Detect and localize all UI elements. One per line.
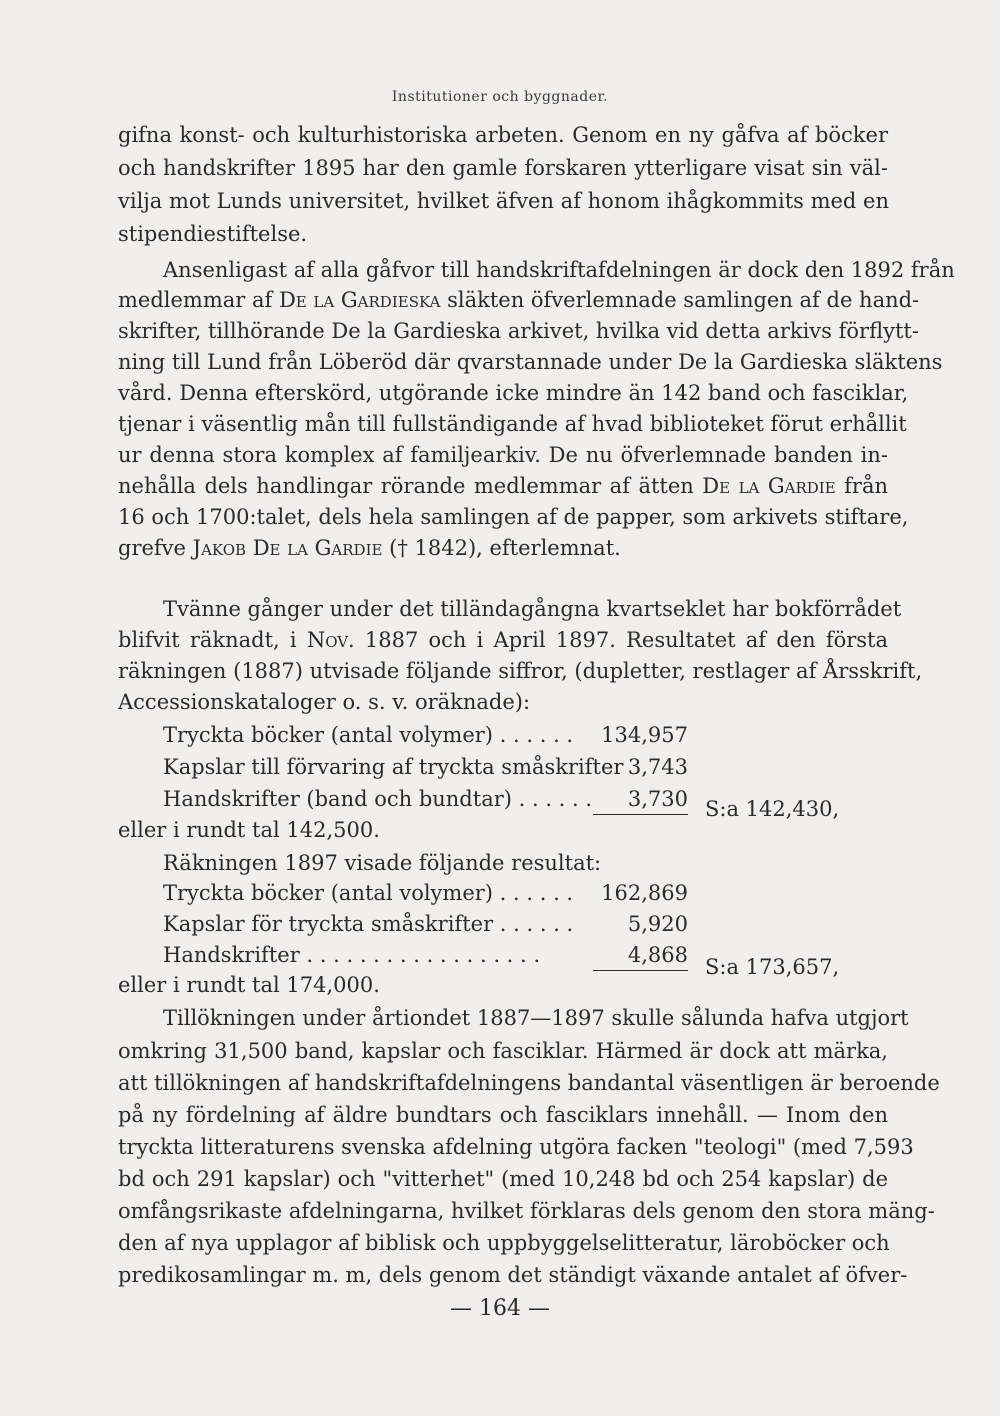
table-row: [163, 720, 688, 750]
table-row: [163, 784, 688, 815]
row-label: Kapslar för tryckta småskrifter . . . . . .: [163, 912, 574, 936]
text-line: tjenar i väsentlig mån till fullständigande af hvad biblioteket förut erhållit: [118, 412, 907, 436]
row-value: 5,920: [627, 912, 688, 936]
family-name: De la Gardieska: [278, 288, 441, 312]
table-row: [163, 878, 688, 908]
row-label: Handskrifter . . . . . . . . . . . . . . . . . .: [163, 943, 541, 967]
text-line: [118, 625, 888, 655]
sum-total: S:a 173,657,: [705, 955, 840, 979]
text-line: omfångsrikaste afdelningarna, hvilket förklaras dels genom den stora mäng-: [118, 1199, 935, 1223]
text-span: nehålla dels handlingar rörande medlemmar af ätten: [118, 474, 703, 498]
row-label: Tryckta böcker (antal volymer) . . . . . .: [163, 881, 574, 905]
text-line: skrifter, tillhörande De la Gardieska arkivet, hvilka vid detta arkivs förflytt-: [118, 319, 919, 343]
row-value: 4,868: [593, 940, 688, 971]
text-span: från: [835, 474, 888, 498]
row-value: 162,869: [601, 881, 688, 905]
rounded-total: eller i rundt tal 142,500.: [118, 818, 380, 842]
row-value: 3,743: [627, 755, 688, 779]
text-span: grefve: [118, 536, 193, 560]
text-line: stipendiestiftelse.: [118, 222, 308, 246]
text-span: medlemmar af: [118, 288, 279, 312]
person-name: Jakob De la Gardie: [192, 536, 383, 560]
text-line: Ansenligast af alla gåfvor till handskriftafdelningen är dock den 1892 från: [163, 258, 955, 282]
running-header: Institutioner och byggnader.: [391, 89, 609, 105]
text-line: räkningen (1887) utvisade följande siffror, (dupletter, restlager af Årsskrift,: [118, 659, 923, 683]
text-line: 16 och 1700:talet, dels hela samlingen af de papper, som arkivets stiftare,: [118, 505, 909, 529]
text-line: tryckta litteraturens svenska afdelning utgöra facken "teologi" (med 7,593: [118, 1135, 914, 1159]
text-line: ur denna stora komplex af familjearkiv. De nu öfverlemnade banden in-: [118, 443, 888, 467]
text-line: predikosamlingar m. m, dels genom det ständigt växande antalet af öfver-: [118, 1263, 908, 1287]
text-line: gifna konst- och kulturhistoriska arbeten. Genom en ny gåfva af böcker: [118, 123, 888, 147]
text-line: vård. Denna efterskörd, utgörande icke mindre än 142 band och fasciklar,: [118, 381, 909, 405]
text-span: släkten öfverlemnade samlingen af de hand-: [440, 288, 920, 312]
rounded-total: eller i rundt tal 174,000.: [118, 973, 380, 997]
text-line: Räkningen 1897 visade följande resultat:: [163, 851, 602, 875]
text-line: att tillökningen af handskriftafdelningens bandantal väsentligen är beroende: [118, 1071, 940, 1095]
text-line: [118, 471, 888, 501]
text-line: bd och 291 kapslar) och "vitterhet" (med 10,248 bd och 254 kapslar) de: [118, 1167, 888, 1191]
text-line: den af nya upplagor af biblisk och uppbyggelselitteratur, läroböcker och: [118, 1231, 890, 1255]
text-span: blifvit räknadt, i: [118, 628, 307, 652]
text-span: 1887 och i April 1897. Resultatet af den första: [354, 628, 889, 652]
page-number: — 164 —: [450, 1296, 550, 1321]
text-line: Accessionskataloger o. s. v. oräknade):: [118, 690, 531, 714]
row-label: Kapslar till förvaring af tryckta småskrifter: [163, 755, 624, 779]
row-label: Tryckta böcker (antal volymer) . . . . . .: [163, 723, 574, 747]
row-value: 3,730: [593, 784, 688, 815]
row-label: Handskrifter (band och bundtar) . . . . . .: [163, 787, 593, 811]
table-row: [163, 909, 688, 939]
text-line: omkring 31,500 band, kapslar och fasciklar. Härmed är dock att märka,: [118, 1039, 888, 1063]
text-line: Tillökningen under årtiondet 1887—1897 skulle sålunda hafva utgjort: [163, 1006, 909, 1030]
text-line: [118, 533, 888, 563]
sum-total: S:a 142,430,: [705, 797, 840, 821]
text-line: [118, 285, 920, 315]
text-line: och handskrifter 1895 har den gamle forskaren ytterligare visat sin väl-: [118, 156, 888, 180]
table-row: [163, 940, 688, 971]
text-line: vilja mot Lunds universitet, hvilket äfven af honom ihågkommits med en: [118, 189, 889, 213]
text-span: († 1842), efterlemnat.: [382, 536, 621, 560]
text-line: Tvänne gånger under det tilländagångna kvartseklet har bokförrådet: [163, 597, 902, 621]
table-row: [163, 752, 688, 782]
family-name: De la Gardie: [702, 474, 836, 498]
row-value: 134,957: [601, 723, 688, 747]
month-abbrev: Nov.: [306, 628, 355, 652]
text-line: ning till Lund från Löberöd där qvarstannade under De la Gardieska släktens: [118, 350, 943, 374]
text-line: på ny fördelning af äldre bundtars och fasciklars innehåll. — Inom den: [118, 1103, 888, 1127]
